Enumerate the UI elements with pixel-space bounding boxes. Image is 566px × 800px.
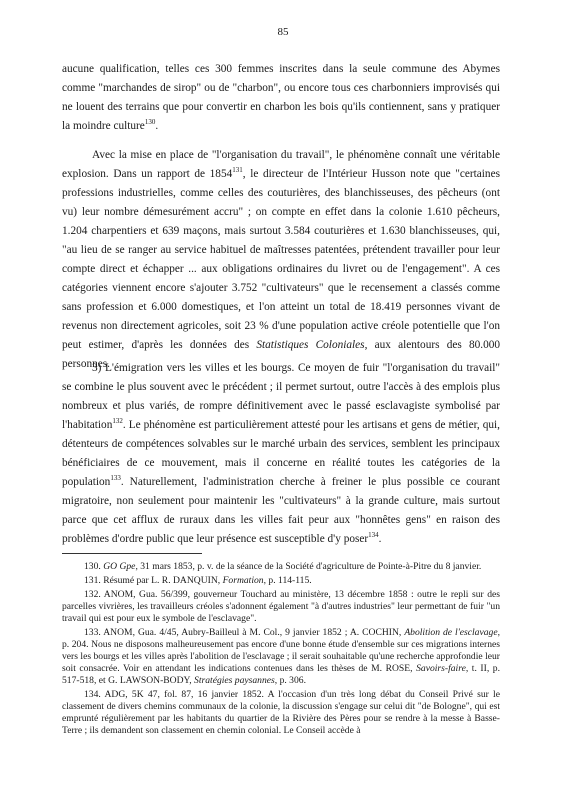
footnote-132: 132. ANOM, Gua. 56/399, gouverneur Touchard au ministère, 13 décembre 1858 : outre le repli sur des parcelles vivrières, les travailleurs créoles s'adonnent également "à d'autres industries" leur permettant de fuir "un travail qui est pour eux le symbole de l'esclavage". [62,589,500,624]
footnote-italic: GO Gpe [103,561,136,572]
footnote-italic: Abolition de l'esclavage [404,627,498,638]
footnote-italic: Stratégies paysannes [194,675,275,686]
footnote-130 [62,561,500,573]
footnote-text: , p. 204. Nous ne disposons malheureusement pas encore d'une bonne étude d'ensemble sur ces migrations internes vers les bourgs et les villes après l'abolition de l'esclavage ; il serait souhaitable qu'une recherche approfondie leur soit consacrée. Voir en attendant les indications contenues dans les thèses de M. ROSE, [62,627,500,674]
page-number: 85 [277,26,289,38]
footnote-text: 133. ANOM, Gua. 4/45, Aubry-Bailleul à M. Col., 9 janvier 1852 ; A. COCHIN, [84,627,405,638]
footnote-separator [62,553,202,554]
paragraph-1 [62,60,500,136]
footnote-text: , p. 114-115. [263,575,312,586]
paragraph-end: . [378,533,382,545]
paragraph-text: , aux alentours des 80.000 personnes. [62,339,501,370]
paragraph-2 [62,146,500,374]
paragraph-3 [62,359,500,549]
paragraph-text: , le directeur de l'Intérieur Husson note que "certaines professions industrielles, comme celles des couturières, des blanchisseuses, des pêcheurs (ont vu) leur nombre démesurément accru" ; on compte en effet dans la colonie 1.610 pêcheurs, 1.204 charpentiers et 639 maçons, mais surtout 3.584 couturières et 1.630 blanchisseuses, qui, "au lieu de se ranger au service habituel de maîtresses patentées, prétendent travailler pour leur compte direct et échapper ... aux obligations ordinaires du livret ou de l'engagement". A ces catégories viennent encore s'ajouter 3.752 "cultivateurs" que le recensement a classés comme sans profession et 6.000 domestiques, et l'on atteint un total de 18.419 personnes vivant de revenus non directement agricoles, soit 23 % d'une population active créole potentielle que l'on peut estimer, d'après les données des [62,168,500,351]
footnote-text: 131. Résumé par L. R. DANQUIN, [84,575,223,586]
paragraph-end: . [155,120,159,132]
footnote-text: , t. II, p. 517-518, et G. LAWSON-BODY, [62,663,500,686]
footnote-ref-131: 131 [232,166,243,175]
paragraph-text: 3) L'émigration vers les villes et les bourgs. Ce moyen de fuir "l'organisation du travail" se combine le plus souvent avec le précédent ; il permet surtout, outre l'accès à des emplois plus nombreux et plus variés, de rompre définitivement avec le passé esclavagiste symbolisé par l'habitation [62,362,500,431]
footnote-ref-130: 130 [144,118,156,127]
footnote-italic: Formation [222,575,264,586]
footnote-ref-134: 134 [368,531,379,540]
footnote-text: 130. [84,561,104,572]
footnote-ref-132: 132 [112,417,123,426]
footnote-italic: Savoirs-faire [416,663,466,674]
paragraph-text: . Le phénomène est particulièrement attesté pour les artisans et gens de métier, qui, détenteurs de compétences solvables sur le marché urbain des services, semblent les principaux bénéficiaires de ce mouvement, mais il concerne en réalité toutes les catégories de la population [62,419,500,488]
footnote-text: , 31 mars 1853, p. v. de la séance de la Société d'agriculture de Pointe-à-Pitre du 8 janvier. [135,561,482,572]
italic-title: Statistiques Coloniales [256,339,365,351]
footnote-134: 134. ADG, 5K 47, fol. 87, 16 janvier 1852. A l'occasion d'un très long débat du Conseil Privé sur le classement de divers chemins communaux de la colonie, la discussion s'engage sur celui dit "de Bologne", qui est emprunté régulièrement par les habitants du quartier de la Rivière des Pères pour se rendre à la messe à Basse-Terre ; ils demandent son classement en chemin colonial. Le Conseil accède à [62,689,500,736]
paragraph-text: . Naturellement, l'administration cherche à freiner le plus possible ce courant migratoire, non seulement pour maintenir les "cultivateurs" à la grande culture, mais surtout parce que cet afflux de ruraux dans les villes fait peur aux "honnêtes gens" en raison des problèmes d'ordre public que leur présence est susceptible d'y poser [62,476,500,545]
footnote-131 [62,575,500,587]
footnote-133 [62,627,500,687]
footnote-ref-133: 133 [110,474,121,483]
footnote-text: , p. 306. [274,675,306,686]
paragraph-text: aucune qualification, telles ces 300 femmes inscrites dans la seule commune des Abymes comme "marchandes de sirop" ou de "charbon", ou encore tous ces charbonniers improvisés qui ne louent des terrains que pour convertir en charbon les bois qu'ils contiennent, sans y pratiquer la moindre culture [62,63,500,132]
footnotes [62,561,500,739]
paragraph-text: Avec la mise en place de "l'organisation du travail", le phénomène connaît une véritable explosion. Dans un rapport de 1854 [62,149,500,180]
